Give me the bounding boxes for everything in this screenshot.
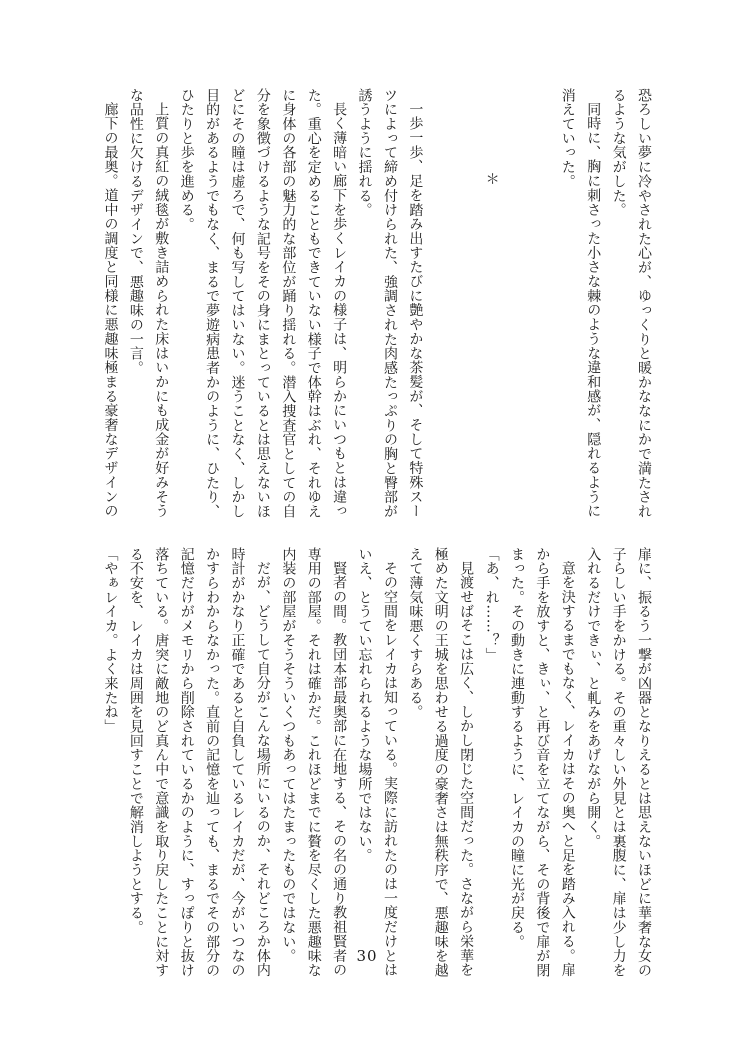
text-line: る不安を、レイカは周囲を見回すことで解消しようとする。 bbox=[127, 547, 144, 935]
blank-line bbox=[529, 88, 554, 518]
text-line: 恐ろしい夢に冷やされた心が、ゆっくりと暖かななにかで満たされ bbox=[636, 88, 652, 519]
text-line: 記憶だけがメモリから削除されているかのように、すっぽりと抜け bbox=[178, 547, 195, 978]
text-line: 落ちている。唐突に敵地のど真ん中で意識を取り戻したことに対す bbox=[153, 547, 170, 978]
text-line: 扉に、振るう一撃が凶器となりえるとは思えないほどに華奢な女の bbox=[636, 547, 652, 978]
page-number: 30 bbox=[356, 947, 378, 965]
text-line: かすらわからなかった。直前の記憶を辿っても、まるでその部分の bbox=[204, 547, 221, 978]
text-line: だが、どうして自分がこんな場所にいるのか、それどころか体内 bbox=[254, 561, 271, 978]
text-line: 長く薄暗い廊下を歩くレイカの様子は、明らかにいつもとは違っ bbox=[331, 102, 348, 519]
text-line: 極めた文明の王城を思わせる過度の豪奢さは無秩序で、悪趣味を越 bbox=[432, 547, 449, 978]
blank-line bbox=[453, 88, 478, 518]
text-line: いえ、とうてい忘れられるような場所ではない。 bbox=[356, 547, 373, 863]
text-line: 時計がかなり正確であると自負しているレイカだが、今がいつなの bbox=[229, 547, 246, 978]
text-line: 専用の部屋。それは確かだ。これほどまでに贅を尽くした悪趣味な bbox=[305, 547, 322, 978]
text-line: その空間をレイカは知っている。実際に訪れたのは一度だけとは bbox=[381, 561, 398, 978]
text-line: 子らしい手をかける。その重々しい外見とは裏腹に、扉は少し力を bbox=[610, 547, 627, 978]
text-line: 同時に、胸に刺さった小さな棘のような違和感が、隠れるように bbox=[585, 102, 602, 519]
text-line: るような気がした。 bbox=[610, 88, 627, 218]
top-text-band bbox=[97, 88, 656, 518]
text-line: 目的があるようでもなく、まるで夢遊病患者かのように、ひたり、 bbox=[204, 88, 221, 519]
text-line: どにその瞳は虚ろで、何も写してはいない。迷うことなく、しかし bbox=[229, 88, 246, 519]
text-line: まった。その動きに連動するように、レイカの瞳に光が戻る。 bbox=[508, 547, 525, 949]
text-line: 入れるだけできぃ、と軋みをあげながら開く。 bbox=[585, 547, 602, 849]
text-line: えて薄気味悪くすらある。 bbox=[407, 547, 424, 720]
text-line: ツによって締め付けられた、強調された肉感たっぷりの胸と臀部が bbox=[381, 88, 398, 519]
text-line: 分を象徴づけるような記号をその身にまとっているとは思えないほ bbox=[254, 88, 271, 519]
text-line: な品性に欠けるデザインで、悪趣味の一言。 bbox=[127, 88, 144, 375]
text-line: 廊下の最奥。道中の調度と同様に悪趣味極まる豪奢なデザインの bbox=[102, 102, 119, 519]
text-line: 見渡せばそこは広く、しかし閉じた空間だった。さながら栄華を bbox=[458, 561, 475, 978]
text-line: に身体の各部の魅力的な部位が踊り揺れる。潜入捜査官としての自 bbox=[280, 88, 297, 519]
text-line: 上質の真紅の絨毯が敷き詰められた床はいかにも成金が好みそう bbox=[153, 102, 170, 519]
text-line: 賢者の間。教団本部最奥部に在地する、その名の通り教祖賢者の bbox=[331, 561, 348, 978]
text-line: ひたりと歩を進める。 bbox=[178, 88, 195, 232]
text-line: から手を放すと、きぃ、と再び音を立てながら、その背後で扉が閉 bbox=[534, 547, 551, 978]
text-line: た。重心を定めることもできていない様子で体幹はぶれ、それゆえ bbox=[305, 88, 322, 519]
blank-line bbox=[427, 88, 452, 518]
dialogue-line: 「あ、れ……？」 bbox=[483, 547, 500, 662]
bottom-text-band bbox=[97, 547, 656, 977]
text-line: 意を決するまでもなく、レイカはその奥へと足を踏み入れる。扉 bbox=[559, 561, 576, 978]
text-line: 内装の部屋がそうそういくつもあってはたまったものではない。 bbox=[280, 547, 297, 964]
blank-line bbox=[504, 88, 529, 518]
text-line: 一歩一歩、足を踏み出すたびに艶やかな茶髪が、そして特殊スー bbox=[407, 102, 424, 519]
section-separator-star: ＊ bbox=[483, 172, 500, 187]
text-line: 誘うように揺れる。 bbox=[356, 88, 373, 218]
text-line: 消えていった。 bbox=[559, 88, 576, 189]
dialogue-line: 「やぁレイカ。よく来たね」 bbox=[102, 547, 119, 734]
